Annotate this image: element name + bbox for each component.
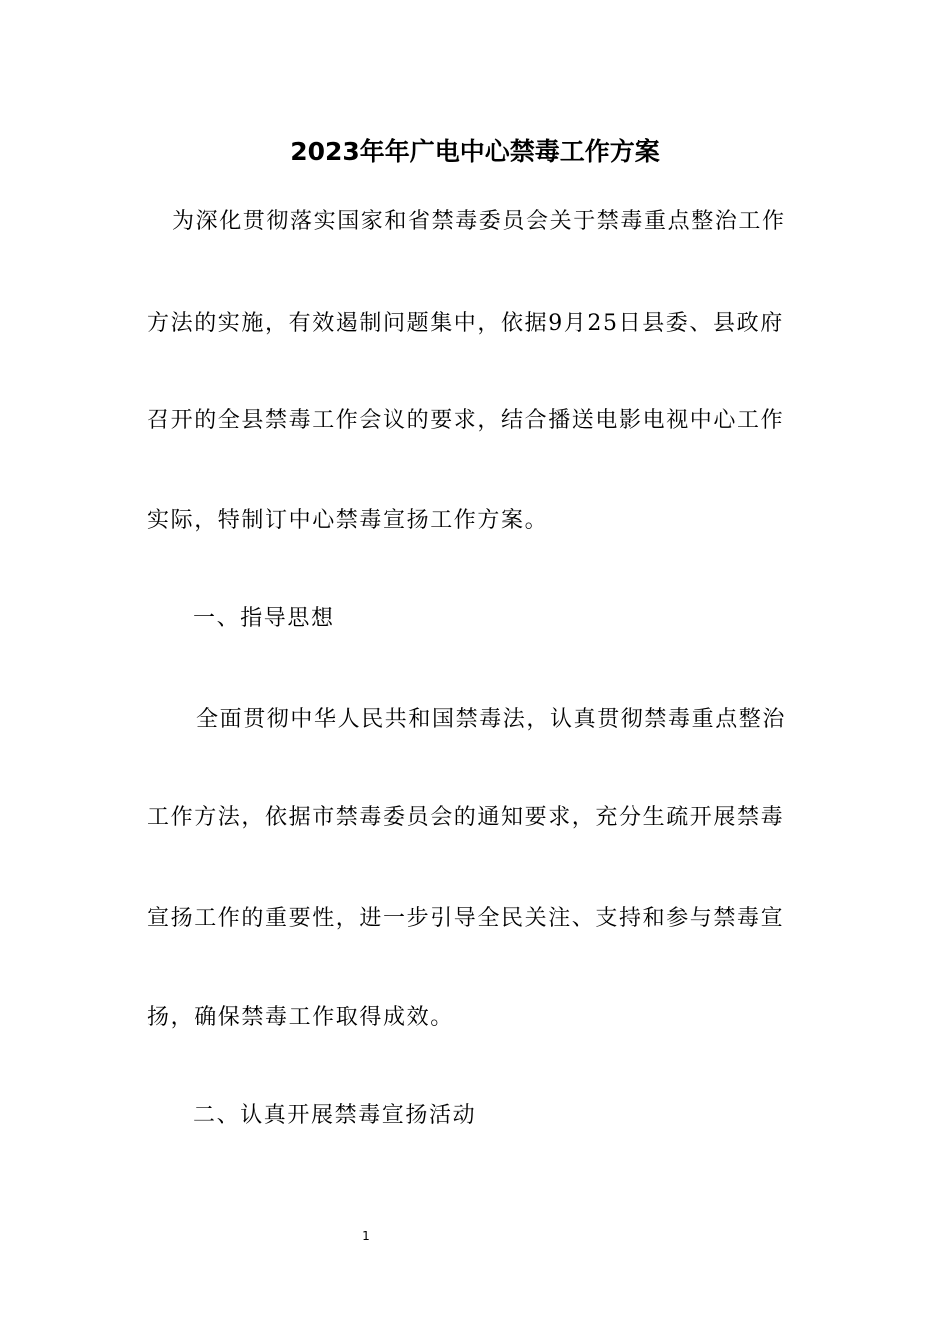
paragraph-line: 宣扬工作的重要性，进一步引导全民关注、支持和参与禁毒宣	[147, 906, 785, 931]
page-number: 1	[362, 1229, 370, 1243]
section-heading: 一、指导思想	[193, 606, 335, 631]
paragraph-line: 实际，特制订中心禁毒宣扬工作方案。	[147, 508, 549, 533]
paragraph-line: 方法的实施，有效遏制问题集中，依据9月25日县委、县政府	[147, 311, 784, 336]
paragraph-line: 召开的全县禁毒工作会议的要求，结合播送电影电视中心工作	[147, 408, 785, 433]
paragraph-line: 扬，确保禁毒工作取得成效。	[147, 1005, 454, 1030]
document-title: 2023年年广电中心禁毒工作方案	[290, 137, 660, 166]
section-heading: 二、认真开展禁毒宣扬活动	[193, 1103, 477, 1128]
paragraph-line: 为深化贯彻落实国家和省禁毒委员会关于禁毒重点整治工作	[172, 209, 786, 234]
paragraph-line: 全面贯彻中华人民共和国禁毒法，认真贯彻禁毒重点整治	[196, 707, 787, 732]
paragraph-line: 工作方法，依据市禁毒委员会的通知要求，充分生疏开展禁毒	[147, 805, 785, 830]
